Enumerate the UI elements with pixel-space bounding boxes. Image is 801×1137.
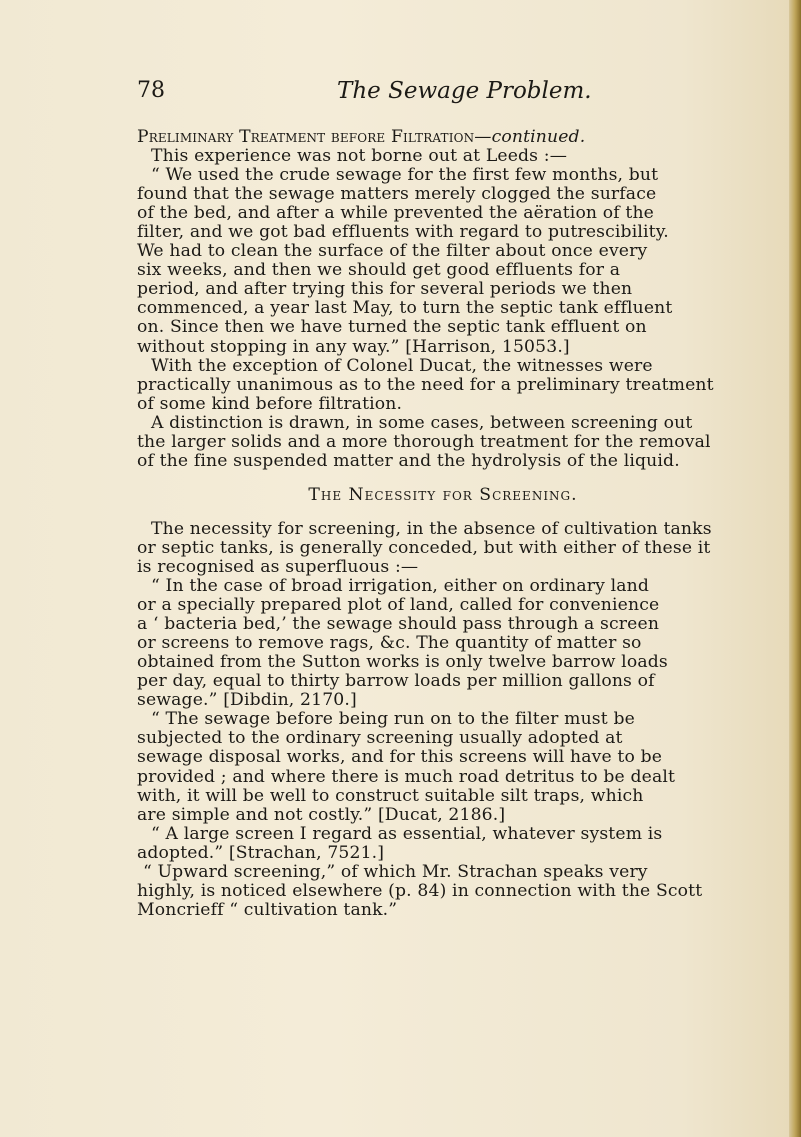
text-line: “ A large screen I regard as essential, whatever system is: [151, 823, 663, 844]
text-line: or screens to remove rags, &c. The quantity of matter so: [137, 633, 642, 654]
section-header-line: [137, 128, 749, 147]
text-line: Moncrieff “ cultivation tank.”: [137, 899, 398, 920]
text-line: a ‘ bacteria bed,’ the sewage should pass through a screen: [137, 614, 660, 635]
text-line: without stopping in any way.” [Harrison, 15053.]: [137, 336, 570, 357]
text-line: sewage.” [Dibdin, 2170.]: [137, 690, 357, 711]
text-line: subjected to the ordinary screening usually adopted at: [137, 728, 623, 749]
text-line: on. Since then we have turned the septic tank effluent on: [137, 317, 647, 338]
text-line: obtained from the Sutton works is only twelve barrow loads: [137, 652, 668, 673]
text-line: highly, is noticed elsewhere (p. 84) in connection with the Scott: [137, 880, 703, 901]
running-head: [137, 78, 747, 108]
text-line: practically unanimous as to the need for a preliminary treatment: [137, 374, 714, 395]
text-line: of the fine suspended matter and the hydrolysis of the liquid.: [137, 450, 680, 471]
text-line: “ In the case of broad irrigation, either on ordinary land: [151, 576, 650, 597]
text-line: This experience was not borne out at Leeds :—: [151, 146, 568, 167]
text-line: sewage disposal works, and for this screens will have to be: [137, 747, 663, 768]
text-line: “ Upward screening,” of which Mr. Strachan speaks very: [143, 861, 648, 882]
text-line: or a specially prepared plot of land, called for convenience: [137, 595, 660, 616]
section-header-title: Preliminary Treatment before Filtration: [137, 127, 475, 147]
text-line: period, and after trying this for several periods we then: [137, 279, 633, 300]
text-line: with, it will be well to construct suitable silt traps, which: [137, 785, 644, 806]
subheading: The Necessity for Screening.: [308, 484, 578, 505]
running-title: The Sewage Problem.: [337, 78, 592, 104]
text-line: is recognised as superfluous :—: [137, 556, 419, 577]
text-line: A distinction is drawn, in some cases, between screening out: [151, 412, 693, 433]
text-line: six weeks, and then we should get good effluents for a: [137, 260, 621, 281]
body-text: [137, 128, 749, 920]
text-line: are simple and not costly.” [Ducat, 2186.]: [137, 804, 506, 825]
text-line: filter, and we got bad effluents with regard to putrescibility.: [137, 222, 669, 243]
text-line: We had to clean the surface of the filter about once every: [137, 241, 648, 262]
text-line: per day, equal to thirty barrow loads per million gallons of: [137, 671, 655, 692]
page-number: 78: [137, 78, 165, 103]
text-line: or septic tanks, is generally conceded, but with either of these it: [137, 537, 711, 558]
text-line: “ The sewage before being run on to the filter must be: [151, 709, 635, 730]
text-line: The necessity for screening, in the absence of cultivation tanks: [151, 518, 712, 539]
section-header-continued: —continued.: [474, 127, 586, 147]
text-line: adopted.” [Strachan, 7521.]: [137, 842, 385, 863]
text-line: “ We used the crude sewage for the first few months, but: [151, 165, 659, 186]
text-line: With the exception of Colonel Ducat, the witnesses were: [151, 355, 653, 376]
text-line: of some kind before filtration.: [137, 393, 403, 414]
text-line: provided ; and where there is much road detritus to be dealt: [137, 766, 676, 787]
text-line: the larger solids and a more thorough treatment for the removal: [137, 431, 711, 452]
text-line: found that the sewage matters merely clogged the surface: [137, 184, 657, 205]
text-line: of the bed, and after a while prevented the aëration of the: [137, 203, 654, 224]
page-edge: [789, 0, 801, 1137]
text-line: commenced, a year last May, to turn the septic tank effluent: [137, 298, 673, 319]
